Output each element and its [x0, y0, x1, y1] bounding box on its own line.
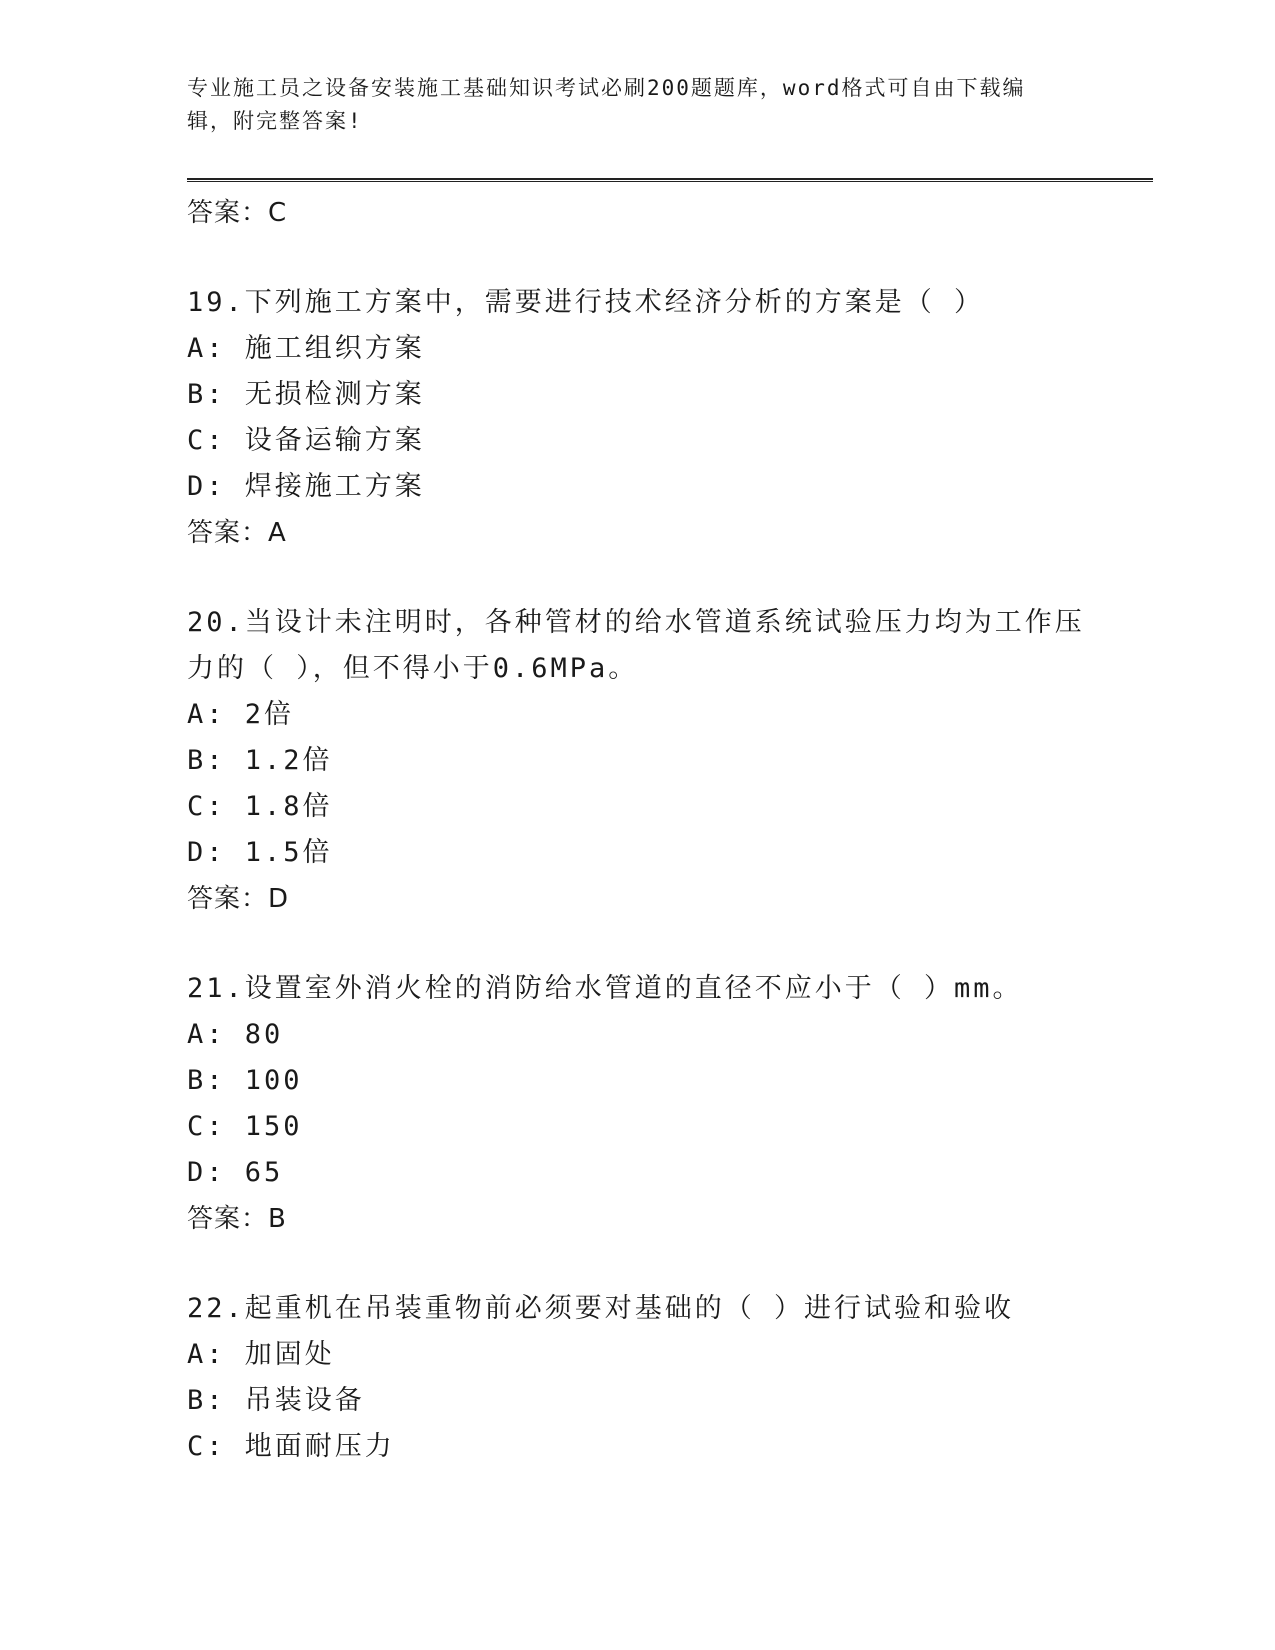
- question-stem: 21.设置室外消火栓的消防给水管道的直径不应小于（ ）mm。: [187, 973, 1023, 1004]
- question-22: [187, 1286, 1087, 1470]
- answer-line: 答案：B: [187, 1204, 287, 1234]
- option-b: B: 吊装设备: [187, 1385, 365, 1416]
- option-c: C: 1.8倍: [187, 791, 333, 822]
- question-list: [187, 190, 1087, 1470]
- spacer: [187, 1242, 1087, 1286]
- option-b: B: 1.2倍: [187, 745, 333, 776]
- spacer: [187, 922, 1087, 966]
- option-a: A: 2倍: [187, 699, 295, 730]
- option-c: C: 150: [187, 1111, 303, 1142]
- option-b: B: 无损检测方案: [187, 379, 425, 410]
- option-a: A: 80: [187, 1019, 284, 1050]
- question-stem: 19.下列施工方案中，需要进行技术经济分析的方案是（ ）: [187, 287, 985, 318]
- spacer: [187, 236, 1087, 280]
- option-a: A: 加固处: [187, 1339, 335, 1370]
- spacer: [187, 556, 1087, 600]
- answer-line: 答案：A: [187, 518, 287, 548]
- question-21: [187, 966, 1087, 1242]
- question-19: [187, 280, 1087, 556]
- option-d: D: 焊接施工方案: [187, 471, 425, 502]
- question-20: [187, 600, 1087, 922]
- option-c: C: 设备运输方案: [187, 425, 425, 456]
- page-header-title: 专业施工员之设备安装施工基础知识考试必刷200题题库，word格式可自由下载编辑，附完整答案!: [187, 76, 1026, 133]
- question-stem: 22.起重机在吊装重物前必须要对基础的（ ）进行试验和验收: [187, 1293, 1015, 1324]
- header-divider: [187, 178, 1153, 182]
- answer-line: 答案：C: [187, 198, 288, 228]
- answer-line: 答案：D: [187, 884, 290, 914]
- option-b: B: 100: [187, 1065, 303, 1096]
- option-d: D: 1.5倍: [187, 837, 333, 868]
- option-d: D: 65: [187, 1157, 284, 1188]
- question-stem: 20.当设计未注明时，各种管材的给水管道系统试验压力均为工作压力的（ ），但不得小于0.6MPa。: [187, 607, 1085, 684]
- option-a: A: 施工组织方案: [187, 333, 425, 364]
- option-c: C: 地面耐压力: [187, 1431, 395, 1462]
